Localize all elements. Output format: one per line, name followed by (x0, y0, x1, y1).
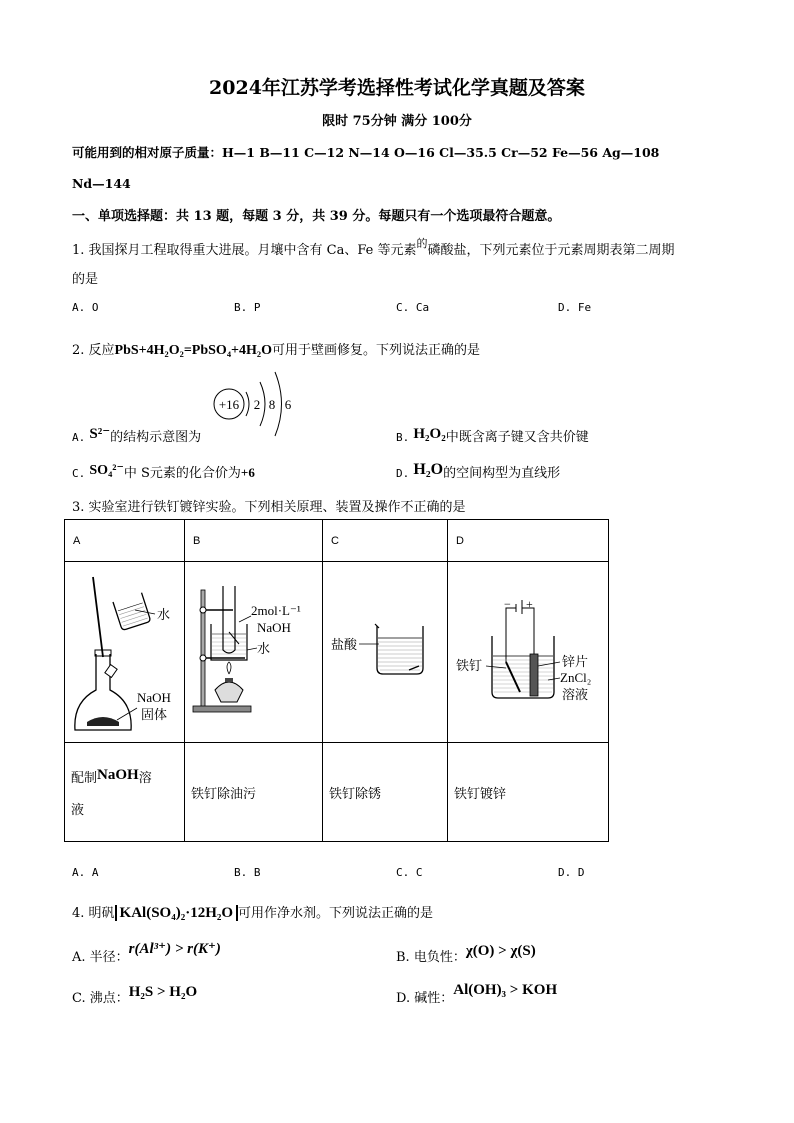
q4-option-c: C. 沸点：H₂S > H₂O (72, 984, 198, 1006)
q3-option-c: C. C (396, 866, 423, 879)
alum-formula: KAl(SO₄)₂·12H₂O (115, 905, 239, 921)
header-b: B (185, 520, 323, 562)
q4-option-d: D. 碱性：Al(OH)₃ > KOH (396, 982, 558, 1006)
q1-stem: 1. 我国探月工程取得重大进展。月壤中含有 Ca、Fe 等元素$^的$磷酸盐，下列元素位于元素周期表第二周期 (72, 237, 675, 258)
caption-c: 铁钉除锈 (323, 743, 448, 842)
atomic-masses-line1: 可能用到的相对原子质量：H—1 B—11 C—12 N—14 O—16 Cl—35.5 Cr—52 Fe—56 Ag—108 (72, 145, 660, 160)
q1-option-c: C. Ca (396, 301, 430, 314)
header-a: A (65, 520, 185, 562)
q3-table (64, 519, 609, 842)
q2-option-c: C. SO₄²⁻中 S元素的化合价为+6 (72, 463, 255, 481)
q3-option-b: B. B (234, 866, 261, 879)
sulfide-ion-structure-diagram (212, 368, 302, 440)
shell-3-count: 6 (284, 397, 292, 412)
caption-b: 铁钉除油污 (185, 743, 323, 842)
figure-c-cell (323, 562, 448, 743)
figure-b-cell (185, 562, 323, 743)
header-d: D (448, 520, 609, 562)
page-title: 2024年江苏学考选择性考试化学真题及答案 (209, 77, 585, 99)
label-solution: 溶液 (562, 687, 589, 702)
label-nail: 铁钉 (456, 658, 483, 673)
figure-a-cell (65, 562, 185, 743)
acid-beaker-figure (323, 562, 439, 739)
label-water-b: 水 (257, 641, 271, 656)
label-plus: + (526, 597, 533, 611)
q1-option-d: D. Fe (558, 301, 592, 314)
q1-option-a: A. O (72, 301, 99, 314)
header-c: C (323, 520, 448, 562)
q2-equation: PbS+4H₂O₂=PbSO₄+4H₂O (114, 343, 272, 358)
shell-1-count: 2 (253, 397, 261, 412)
caption-d: 铁钉镀锌 (448, 743, 609, 842)
q1-option-b: B. P (234, 301, 261, 314)
electroplating-figure (448, 562, 600, 739)
heating-apparatus-figure (185, 562, 314, 739)
exam-time-score: 限时 75分钟 满分 100分 (322, 114, 472, 129)
q2-option-b: B. H₂O₂中既含离子键又含共价键 (396, 426, 589, 445)
q3-stem: 3. 实验室进行铁钉镀锌实验。下列相关原理、装置及操作不正确的是 (72, 500, 466, 515)
q4-stem: 4. 明矾 KAl(SO₄)₂·12H₂O 可用作净水剂。下列说法正确的是 (72, 905, 434, 921)
nucleus-charge: +16 (218, 397, 240, 412)
q4-option-b: B. 电负性：χ(O) > χ(S) (396, 943, 536, 965)
label-zncl2: ZnCl₂ (560, 670, 592, 685)
label-naoh-b: NaOH (257, 620, 291, 635)
shell-2-count: 8 (268, 397, 276, 412)
label-zinc: 锌片 (562, 654, 589, 669)
caption-a: 配制NaOH溶 液 (65, 743, 185, 842)
q3-option-a: A. A (72, 866, 99, 879)
figure-d-cell (448, 562, 609, 743)
q3-option-d: D. D (558, 866, 585, 879)
label-water: 水 (157, 607, 171, 622)
label-minus: − (504, 597, 511, 611)
label-acid: 盐酸 (331, 637, 358, 652)
label-conc: 2mol·L⁻¹ (251, 603, 301, 618)
q2-option-d: D. H₂O的空间构型为直线形 (396, 461, 561, 481)
q1-stem-line2: 的是 (72, 272, 99, 287)
atomic-masses-line2: Nd—144 (72, 176, 131, 191)
q2-stem: 2. 反应PbS+4H₂O₂=PbSO₄+4H₂O可用于壁画修复。下列说法正确的是 (72, 343, 480, 358)
q4-option-a: A. 半径：r(Al³⁺) > r(K⁺) (72, 941, 221, 965)
section-heading: 一、单项选择题：共 13 题，每题 3 分，共 39 分。每题只有一个选项最符合题意。 (72, 209, 561, 224)
volumetric-flask-figure (65, 562, 183, 739)
label-naoh: NaOH (137, 690, 171, 705)
label-solid: 固体 (141, 707, 168, 722)
q2-option-a: A. S²⁻的结构示意图为 (72, 426, 202, 445)
